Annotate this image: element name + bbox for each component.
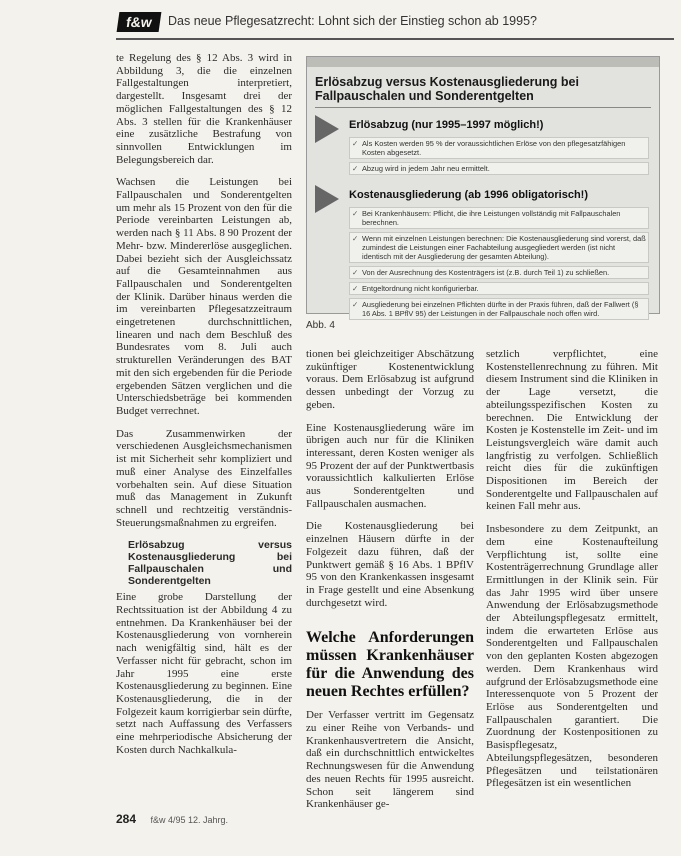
check-icon: ✓: [352, 284, 359, 293]
list-item: ✓ Entgeltordnung nicht konfigurierbar.: [349, 282, 649, 295]
figure-top-stripe: [307, 57, 659, 67]
box-kostenausgliederung: [315, 185, 651, 325]
check-icon: ✓: [352, 268, 359, 277]
paragraph: setzlich verpflichtet, eine Kostenstellenrechnung zu führen. Mit diesem Instrument sind die Kliniken in der Lage versetzt, die abteilungsspezifischen Kosten zu berechnen. Die Entwicklung der Kosten je Kostenstelle im Zeit- und im Leistungsvergleich wäre damit auch langfristig zu verfolgen. Schließlich reicht dies für die zukünftigen Dispositionen im Bereich der Sonderentgelte und Fallpauschalen auf keinen Fall mehr aus.: [486, 348, 658, 513]
page-number: 284: [116, 812, 137, 826]
paragraph: Eine grobe Darstellung der Rechtssituation ist der Abbildung 4 zu entnehmen. Da Krankenhäuser bei der Kostenausgliederung von vornherein nach wenigfältig sind, hält es der Verfasser nicht für gebracht, schon im Jahr 1995 eine erste Kostenausgliederung zu beginnen. Eine Kostenausgliederung, die in der Folgezeit kaum korrigierbar sein dürfte, setzt nach Auffassung des Verfassers eine mehrperiodische Absicherung der Kosten durch Nachkalkula-: [116, 591, 292, 756]
journal-logo: f&w: [117, 12, 162, 32]
paragraph: Insbesondere zu dem Zeitpunkt, an dem eine Kostenaufteilung Verpflichtung ist, sollte eine Kostenträgerrechnung Grundlage aller Ermittlungen in der Klinik sein. Für das Jahr 1995 wird über unsere Anwendung der Erlösabzugsmethode der Abteilungspflegesatz ermittelt, indem die erwarteten Erlöse aus Sonderentgelten und Fallpauschalen von den geplanten Kosten abgezogen werden. Dem Krankenhaus wird aufgrund der Erlösabzugsmethode eine Interessenquote von 5 Prozent der Erlöse aus Sonderentgelten und Fallpauschalen garantiert. Die Zuordnung der Kostenpositionen zu Basispflegesatz, Abteilungspflegesätzen, besonderen Pflegesätzen und teilstationären Pflegesätzen ist ein wesentlichen: [486, 523, 658, 790]
paragraph: te Regelung des § 12 Abs. 3 wird in Abbildung 3, die die einzelnen Fallgestaltungen interpretiert, dargestellt. Insgesamt drei der möglichen Fallgestaltungen des § 12 Abs. 3 stellen für die Krankenhäuser eine zusätzliche Bestrafung von sinnvollen Entwicklungen im Belegungsbereich dar.: [116, 52, 292, 166]
running-header: [116, 10, 674, 40]
paragraph: tionen bei gleichzeitiger Abschätzung zukünftiger Kostenentwicklung voraus. Dem Erlösabzug ist aufgrund dessen unbedingt der Vorzug zu geben.: [306, 348, 474, 411]
paragraph: Das Zusammenwirken der verschiedenen Ausgleichsmechanismen ist mit Sicherheit sehr kompliziert und muß einer Analyse des Einzelfalles vorbehalten sein. Auf diese Situation muß das Management in Zukunft schnell und rechtzeitig verständnis- Steuerungsmaßnahmen zu ergreifen.: [116, 427, 292, 529]
box-erloesabzug: [315, 115, 651, 185]
list-item: ✓ Bei Krankenhäusern: Pflicht, die ihre Leistungen vollständig mit Fallpauschalen berechnen.: [349, 207, 649, 229]
check-icon: ✓: [352, 300, 359, 309]
page-footer: [116, 810, 366, 828]
box-list: [349, 207, 649, 323]
running-header-title: Das neue Pflegesatzrecht: Lohnt sich der Einstieg schon ab 1995?: [168, 14, 537, 28]
list-item: ✓ Als Kosten werden 95 % der voraussichtlichen Erlöse von den pflegesatzfähigen Kosten abgesetzt.: [349, 137, 649, 159]
figure-title: Erlösabzug versus Kostenausgliederung bei Fallpauschalen und Sonderentgelten: [315, 75, 579, 103]
check-icon: ✓: [352, 164, 359, 173]
paragraph: Der Verfasser vertritt im Gegensatz zu einer Reihe von Verbands- und Krankenhausvertretern die Ansicht, daß ein durchschnittlich entwickeltes Rechnungswesen für die Anwendung des neuen Rechts für 1995 ausreicht. Schon seit längerem sind Krankenhäuser ge-: [306, 709, 474, 811]
figure-4: [306, 56, 660, 318]
box-list: [349, 137, 649, 178]
figure-caption: Abb. 4: [306, 320, 335, 331]
text-column-right: [486, 348, 658, 800]
check-icon: ✓: [352, 234, 359, 243]
check-icon: ✓: [352, 139, 359, 148]
arrow-right-icon: [315, 185, 339, 213]
arrow-right-icon: [315, 115, 339, 143]
box-title: Kostenausgliederung (ab 1996 obligatorisch!): [349, 189, 588, 201]
footer-note: f&w 4/95 12. Jahrg.: [150, 815, 229, 825]
text-column-left: [116, 52, 292, 766]
subheading: Erlösabzug versus Kostenausgliederung bei Fallpauschalen und Sonderentgelten: [128, 539, 292, 588]
paragraph: Die Kostenausgliederung bei einzelnen Häusern dürfte in der Folgezeit dazu führen, daß der Punktwert gemäß § 16 Abs. 1 BPflV 95 von den Krankenkassen insgesamt in Frage gestellt und eine Absenkung durchgesetzt wird.: [306, 520, 474, 609]
figure-divider: [315, 107, 651, 108]
text-column-middle: [306, 348, 474, 821]
list-item: ✓ Von der Ausrechnung des Kostenträgers ist (z.B. durch Teil 1) zu schließen.: [349, 266, 649, 279]
check-icon: ✓: [352, 209, 359, 218]
list-item: ✓ Ausgliederung bei einzelnen Pflichten dürfte in der Praxis führen, daß der Fallwert (§ 16 Abs. 1 BPflV 95) der Leistungen in der Fallpauschale noch offen wird.: [349, 298, 649, 320]
paragraph: Wachsen die Leistungen bei Fallpauschalen und Sonderentgelten um mehr als 15 Prozent von den für die Periode vereinbarten Leistungen ab, werden nach § 11 Abs. 8 90 Prozent der Mehr- bzw. Mindererlöse ausgeglichen. Dabei bezieht sich der Ausgleichssatz auf die Gesamteinnahmen aus Fallpauschalen und Sonderentgelten der Klinik. Darüber hinaus werden die im vereinbarten Pflegesatzzeitraum eingetretenen durchschnittlichen, linearen und nach dem Beschluß des Bundesrates vom 8. Juli auch strukturellen Veränderungen des BAT mit den sich ergebenden für die Periode ergebenden Sätzen verglichen und die Unterschiedsbeträge bei kommenden Budget verrechnet.: [116, 176, 292, 417]
section-heading: Welche Anforderungen müssen Krankenhäuser für die Anwendung des neuen Rechtes erfüllen?: [306, 629, 474, 701]
paragraph: Eine Kostenausgliederung wäre im übrigen auch nur für die Kliniken interessant, deren Kosten weniger als 95 Prozent der auf der Punktwertbasis voraussichtlich kalkulierten Erlöse aus Sonderentgelten und Fallpauschalen ausmachen.: [306, 421, 474, 510]
box-title: Erlösabzug (nur 1995–1997 möglich!): [349, 119, 544, 131]
list-item: ✓ Abzug wird in jedem Jahr neu ermittelt.: [349, 162, 649, 175]
list-item: ✓ Wenn mit einzelnen Leistungen berechnen: Die Kostenausgliederung sind vorerst, daß zumindest die Leistungen einer Fachabteilung ausgegliedert werden (ist nicht identisch mit der Ausgliederung der gesamten Abteilung).: [349, 232, 649, 263]
